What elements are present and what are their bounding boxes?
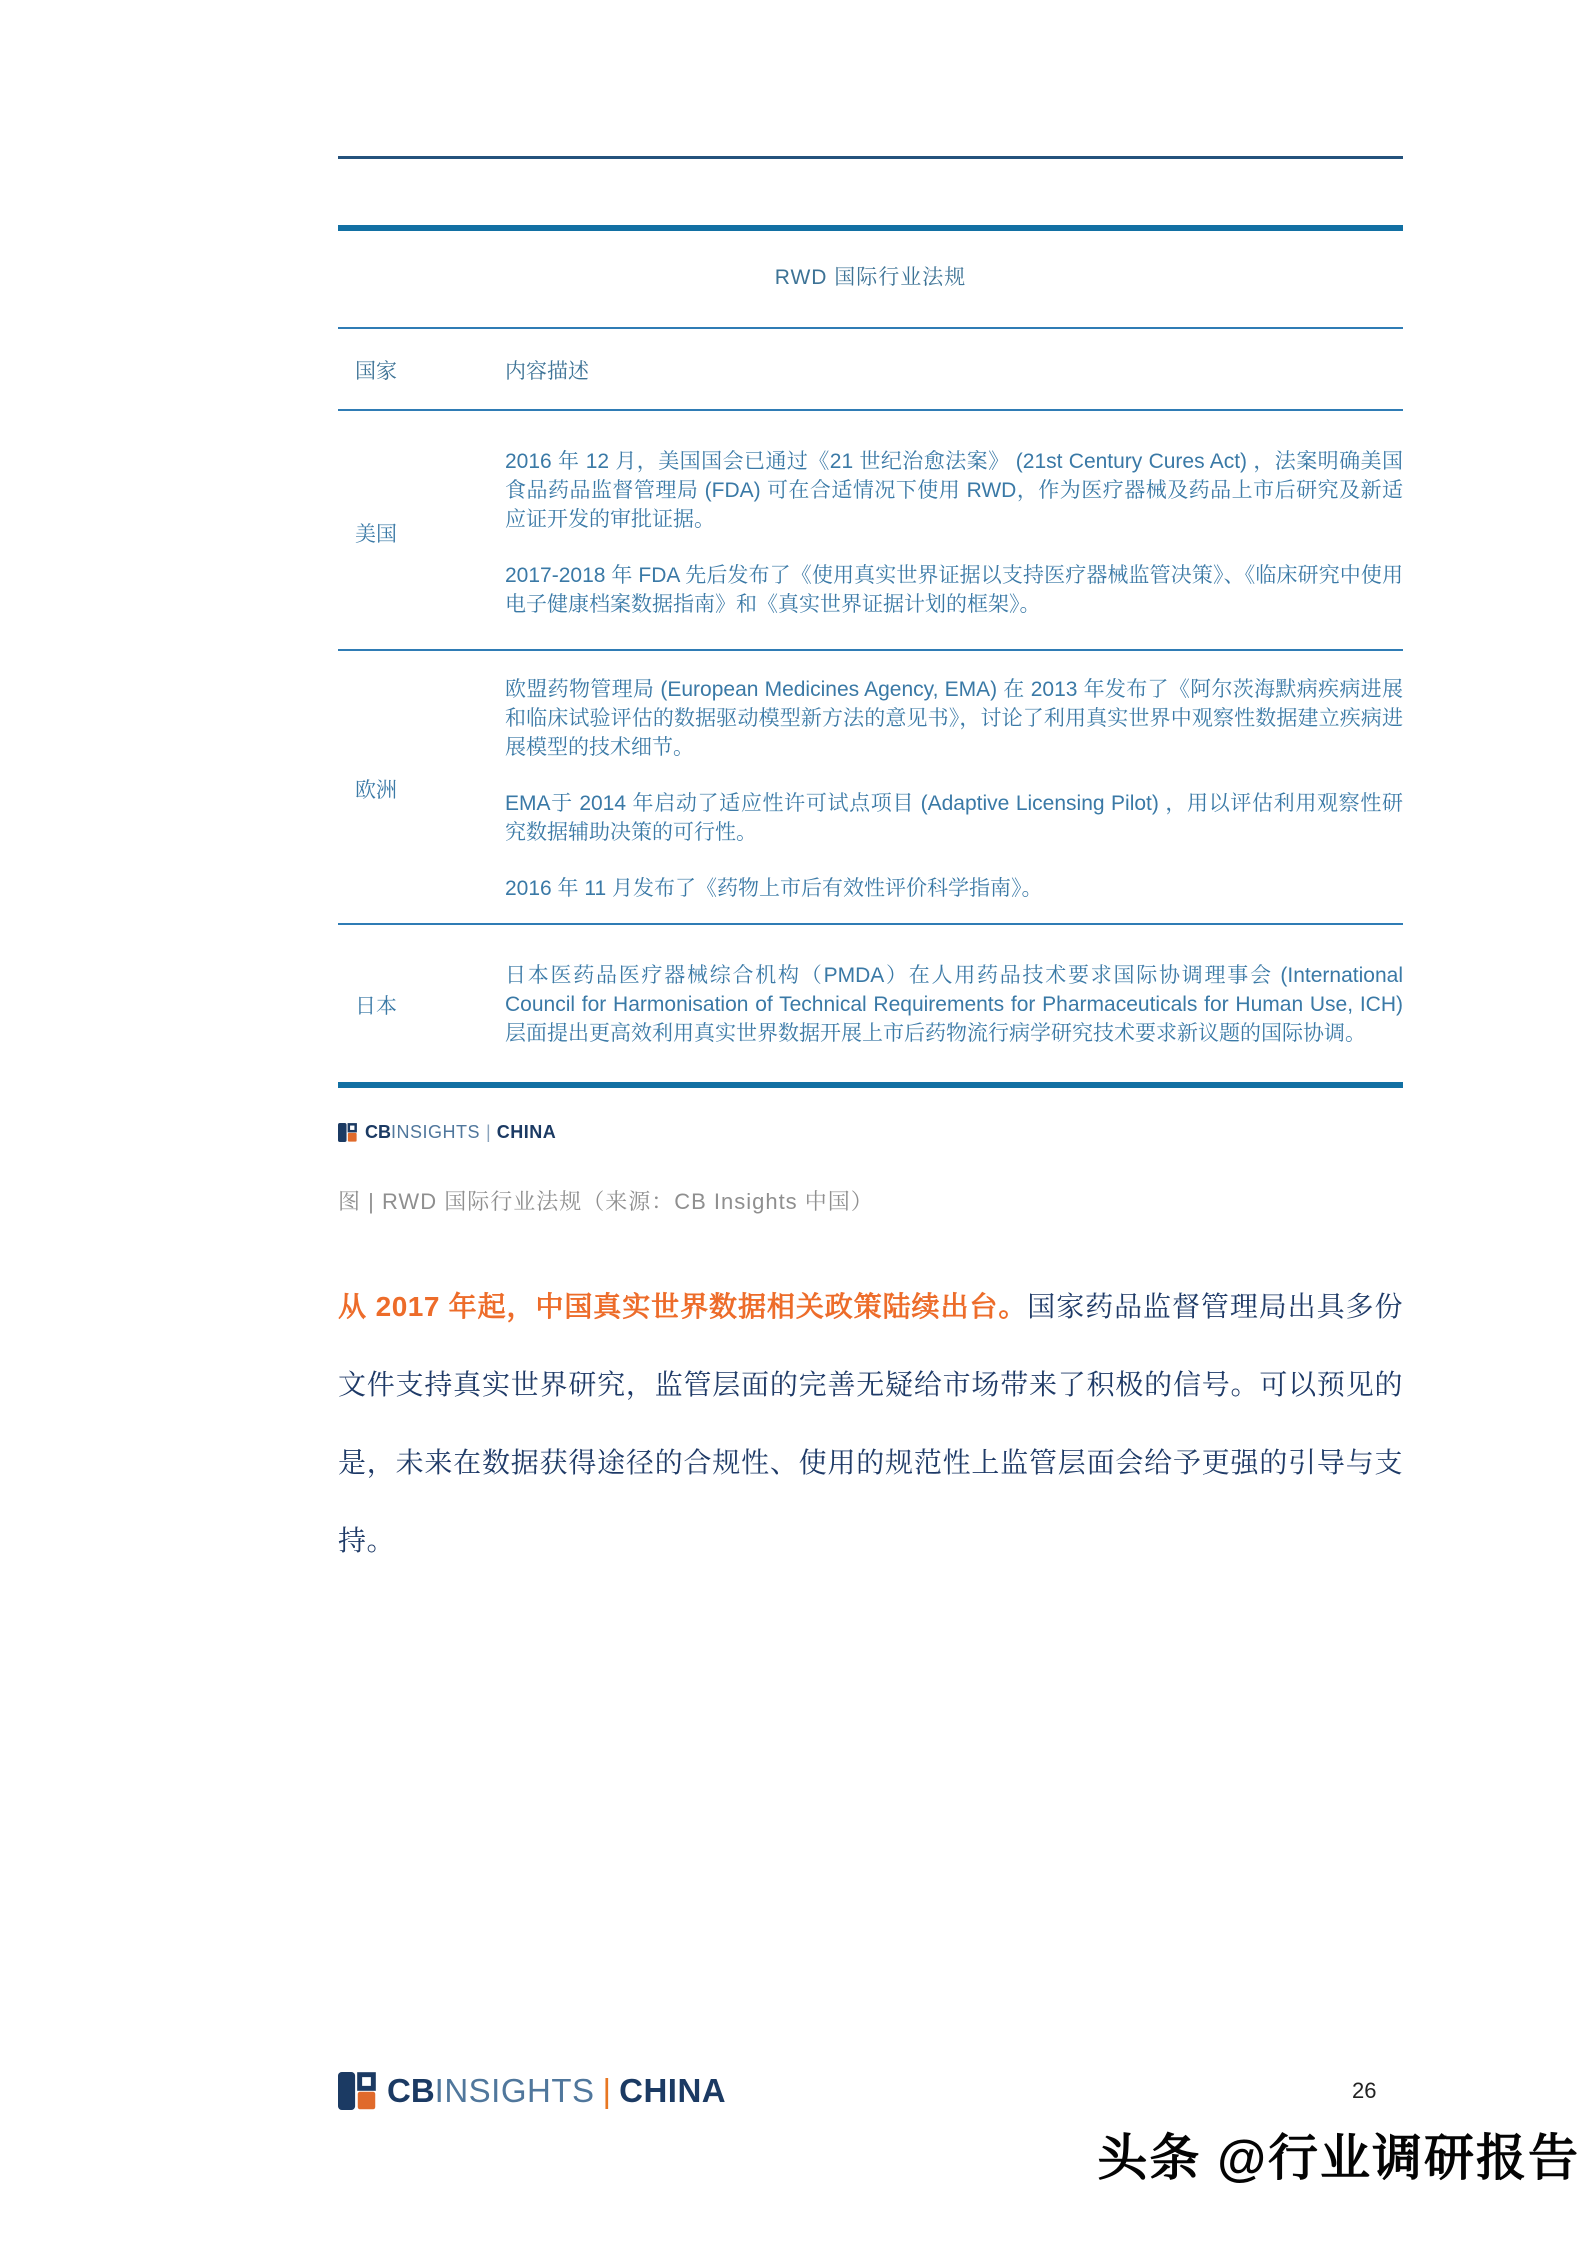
column-header-description: 内容描述 xyxy=(505,360,589,383)
highlight-sentence: 从 2017 年起，中国真实世界数据相关政策陆续出台。 xyxy=(338,1291,1028,1322)
table-header-row xyxy=(338,329,1403,409)
logo-cb: CB xyxy=(387,2072,435,2109)
row-paragraph: 2016 年 11 月发布了《药物上市后有效性评价科学指南》。 xyxy=(505,877,1043,900)
cbinsights-logo-icon xyxy=(338,2072,376,2110)
cbinsights-logo-icon xyxy=(338,1123,357,1142)
body-paragraph xyxy=(338,1268,1403,1580)
cbinsights-logo-text xyxy=(365,1122,556,1143)
logo-insights: INSIGHTS xyxy=(391,1122,481,1142)
table-row-usa xyxy=(338,411,1403,649)
cbinsights-logo-text xyxy=(387,2072,726,2110)
row-paragraph: 日本医药品医疗器械综合机构（PMDA）在人用药品技术要求国际协调理事会 (International Council for Harmonisation of Technical Requirements for Pharmaceuticals for Human Use, ICH) 层面提出更高效利用真实世界数据开展上市后药物流行病学研究技术要求新议题的国际协调。 xyxy=(505,964,1403,1045)
cbinsights-china-logo-small xyxy=(338,1122,1403,1143)
table-title: RWD 国际行业法规 xyxy=(774,266,967,289)
watermark-text: 头条 @行业调研报告 xyxy=(1097,2130,1580,2186)
row-label-country: 美国 xyxy=(355,523,397,546)
logo-insights: INSIGHTS xyxy=(434,2072,595,2109)
table-bottom-bar xyxy=(338,1082,1403,1088)
column-header-country: 国家 xyxy=(355,360,397,383)
logo-divider: | xyxy=(602,2072,612,2109)
row-description xyxy=(505,961,1403,1048)
paragraph-text: 国家药品监督管理局出具多份文件支持真实世界研究，监管层面的完善无疑给市场带来了积极的信号。可以预见的是，未来在数据获得途径的合规性、使用的规范性上监管层面会给予更强的引导与支持。 xyxy=(338,1291,1403,1556)
cbinsights-china-logo-footer xyxy=(338,2072,726,2110)
row-description xyxy=(505,447,1403,619)
figure-caption: 图 | RWD 国际行业法规（来源：CB Insights 中国） xyxy=(338,1189,874,1214)
logo-china: CHINA xyxy=(496,1122,557,1142)
row-label-country: 欧洲 xyxy=(355,779,397,802)
table-row-europe xyxy=(338,651,1403,923)
row-description xyxy=(505,675,1403,903)
page-number: 26 xyxy=(1352,2078,1377,2103)
logo-cb: CB xyxy=(365,1122,391,1142)
page-top-rule xyxy=(338,156,1403,159)
row-paragraph: 2017-2018 年 FDA 先后发布了《使用真实世界证据以支持医疗器械监管决策》、《临床研究中使用电子健康档案数据指南》和《真实世界证据计划的框架》。 xyxy=(505,564,1403,616)
row-paragraph: EMA于 2014 年启动了适应性许可试点项目 (Adaptive Licensing Pilot) ，用以评估利用观察性研究数据辅助决策的可行性。 xyxy=(505,792,1403,844)
page-content xyxy=(338,225,1403,1580)
rwd-regulations-table xyxy=(338,225,1403,1088)
row-paragraph: 欧盟药物管理局 (European Medicines Agency, EMA) 在 2013 年发布了《阿尔茨海默病疾病进展和临床试验评估的数据驱动模型新方法的意见书》，讨论了利用真实世界中观察性数据建立疾病进展模型的技术细节。 xyxy=(505,678,1403,759)
table-row-japan xyxy=(338,925,1403,1082)
row-paragraph: 2016 年 12 月，美国国会已通过《21 世纪治愈法案》 (21st Century Cures Act) ，法案明确美国食品药品监督管理局 (FDA) 可在合适情况下使用 RWD，作为医疗器械及药品上市后研究及新适应证开发的审批证据。 xyxy=(505,450,1403,531)
logo-china: CHINA xyxy=(619,2072,727,2109)
logo-divider: | xyxy=(486,1122,491,1142)
row-label-country: 日本 xyxy=(355,994,397,1018)
